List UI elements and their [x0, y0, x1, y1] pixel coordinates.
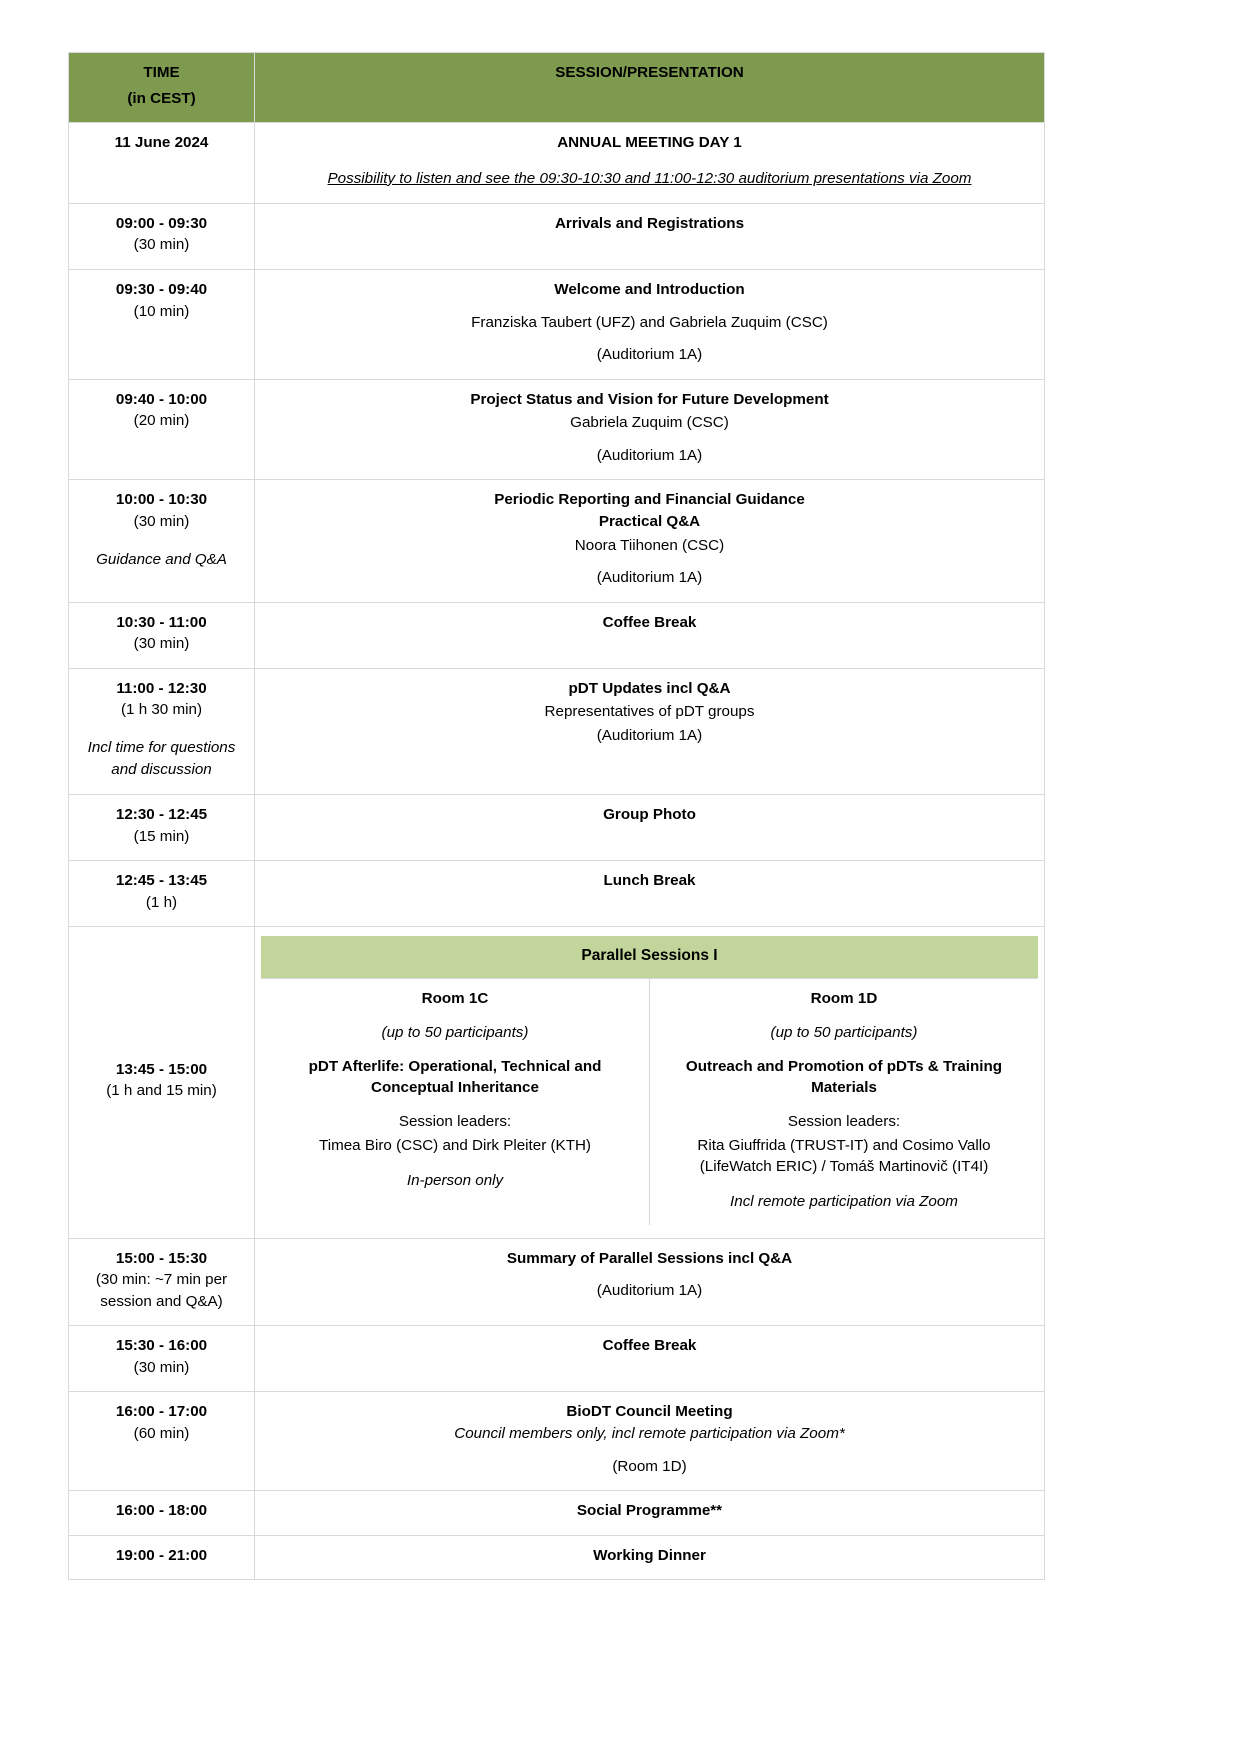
lunch-duration: (1 h) — [145, 893, 178, 911]
council-duration: (60 min) — [133, 1425, 190, 1443]
room-1d-leaders-label: Session leaders: — [787, 1113, 901, 1131]
room-1c-leaders: Timea Biro (CSC) and Dirk Pleiter (KTH) — [318, 1137, 591, 1155]
pdt-updates-time: 11:00 - 12:30 — [116, 679, 207, 697]
status-speakers: Gabriela Zuquim (CSC) — [570, 414, 729, 432]
parallel-time: 13:45 - 15:00 — [115, 1060, 208, 1078]
pdt-updates-location: (Auditorium 1A) — [596, 727, 703, 745]
header-time-line2: (in CEST) — [127, 89, 196, 107]
status-time-cell — [69, 379, 255, 480]
reporting-title-line2: Practical Q&A — [598, 512, 701, 530]
arrivals-session-cell — [255, 203, 1045, 269]
reporting-note: Guidance and Q&A — [96, 550, 227, 568]
coffee1-time-cell — [69, 602, 255, 668]
welcome-session-cell — [255, 269, 1045, 379]
room-1c-mode: In-person only — [406, 1172, 504, 1190]
arrivals-duration: (30 min) — [133, 236, 190, 254]
group-photo-time: 12:30 - 12:45 — [115, 806, 208, 824]
parallel-sessions-banner: Parallel Sessions I — [261, 936, 1038, 978]
status-title: Project Status and Vision for Future Development — [470, 390, 829, 408]
welcome-speakers: Franziska Taubert (UFZ) and Gabriela Zuquim (CSC) — [471, 313, 828, 331]
table-row-coffee2 — [69, 1326, 1045, 1392]
arrivals-time: 09:00 - 09:30 — [115, 214, 208, 232]
header-session: SESSION/PRESENTATION — [255, 53, 1045, 123]
reporting-duration: (30 min) — [133, 512, 190, 530]
day-date-cell — [69, 123, 255, 204]
table-row-arrivals — [69, 203, 1045, 269]
summary-time-cell — [69, 1238, 255, 1326]
lunch-title: Lunch Break — [603, 872, 696, 890]
table-row-status — [69, 379, 1045, 480]
dinner-session-cell — [255, 1535, 1045, 1580]
group-photo-duration: (15 min) — [133, 827, 190, 845]
council-note: Council members only, incl remote participation via Zoom* — [454, 1425, 845, 1443]
welcome-location: (Auditorium 1A) — [596, 346, 703, 364]
lunch-session-cell — [255, 861, 1045, 927]
welcome-time-cell — [69, 269, 255, 379]
summary-title: Summary of Parallel Sessions incl Q&A — [506, 1249, 793, 1267]
welcome-time: 09:30 - 09:40 — [115, 280, 208, 298]
social-time: 16:00 - 18:00 — [115, 1502, 208, 1520]
pdt-updates-note: Incl time for questions and discussion — [87, 739, 236, 779]
room-1c-cell — [261, 979, 650, 1225]
status-time: 09:40 - 10:00 — [115, 390, 208, 408]
parallel-time-cell — [69, 927, 255, 1238]
table-row-summary — [69, 1238, 1045, 1326]
group-photo-time-cell — [69, 795, 255, 861]
summary-time: 15:00 - 15:30 — [115, 1249, 208, 1267]
table-row-group-photo — [69, 795, 1045, 861]
arrivals-title: Arrivals and Registrations — [554, 214, 745, 232]
parallel-rooms-table — [261, 978, 1038, 1224]
coffee1-session-cell — [255, 602, 1045, 668]
dinner-title: Working Dinner — [593, 1546, 706, 1564]
reporting-title-line1: Periodic Reporting and Financial Guidance — [494, 491, 805, 509]
table-row-welcome — [69, 269, 1045, 379]
table-row-parallel-sessions — [69, 927, 1045, 1238]
welcome-duration: (10 min) — [133, 302, 190, 320]
pdt-updates-session-cell — [255, 668, 1045, 794]
room-1c-leaders-label: Session leaders: — [398, 1113, 512, 1131]
dinner-time: 19:00 - 21:00 — [115, 1546, 208, 1564]
day-note: Possibility to listen and see the 09:30-10:30 and 11:00-12:30 auditorium presentations via Zoom — [327, 169, 972, 187]
pdt-updates-duration: (1 h 30 min) — [120, 701, 203, 719]
day-title: ANNUAL MEETING DAY 1 — [557, 134, 742, 152]
coffee1-duration: (30 min) — [133, 635, 190, 653]
council-session-cell — [255, 1392, 1045, 1491]
header-time-line1: TIME — [143, 64, 180, 81]
reporting-time-cell — [69, 480, 255, 602]
day-session-cell — [255, 123, 1045, 204]
social-time-cell — [69, 1491, 255, 1536]
room-1c-name: Room 1C — [421, 990, 489, 1008]
reporting-location: (Auditorium 1A) — [596, 569, 703, 587]
table-header-row — [69, 53, 1045, 123]
coffee2-duration: (30 min) — [133, 1358, 190, 1376]
table-row-council — [69, 1392, 1045, 1491]
status-duration: (20 min) — [133, 412, 190, 430]
table-row-lunch — [69, 861, 1045, 927]
lunch-time: 12:45 - 13:45 — [115, 872, 208, 890]
room-1d-mode: Incl remote participation via Zoom — [730, 1193, 958, 1210]
table-row-coffee1 — [69, 602, 1045, 668]
arrivals-time-cell — [69, 203, 255, 269]
room-1d-cell — [650, 979, 1039, 1225]
coffee2-time: 15:30 - 16:00 — [115, 1337, 208, 1355]
parallel-rooms-row — [261, 979, 1038, 1225]
council-title: BioDT Council Meeting — [566, 1403, 733, 1421]
social-session-cell — [255, 1491, 1045, 1536]
table-row-day — [69, 123, 1045, 204]
room-1d-topic: Outreach and Promotion of pDTs & Training Materials — [685, 1057, 1003, 1096]
coffee2-title: Coffee Break — [602, 1337, 697, 1355]
room-1d-leaders: Rita Giuffrida (TRUST-IT) and Cosimo Vallo (LifeWatch ERIC) / Tomáš Martinovič (IT4I) — [697, 1137, 991, 1176]
pdt-updates-time-cell — [69, 668, 255, 794]
reporting-session-cell — [255, 480, 1045, 602]
pdt-updates-speakers: Representatives of pDT groups — [544, 703, 755, 721]
welcome-title: Welcome and Introduction — [554, 280, 745, 298]
room-1d-name: Room 1D — [810, 990, 878, 1008]
council-time: 16:00 - 17:00 — [115, 1403, 208, 1421]
dinner-time-cell — [69, 1535, 255, 1580]
summary-duration: (30 min: ~7 min per session and Q&A) — [95, 1271, 228, 1310]
status-location: (Auditorium 1A) — [596, 446, 703, 464]
group-photo-session-cell — [255, 795, 1045, 861]
social-title: Social Programme** — [576, 1502, 723, 1520]
pdt-updates-title: pDT Updates incl Q&A — [568, 679, 731, 697]
coffee2-session-cell — [255, 1326, 1045, 1392]
summary-session-cell — [255, 1238, 1045, 1326]
lunch-time-cell — [69, 861, 255, 927]
day-date: 11 June 2024 — [114, 134, 209, 152]
reporting-time: 10:00 - 10:30 — [115, 491, 208, 509]
summary-location: (Auditorium 1A) — [596, 1282, 703, 1300]
reporting-speakers: Noora Tiihonen (CSC) — [574, 536, 725, 554]
schedule-table — [68, 52, 1045, 1580]
room-1c-topic: pDT Afterlife: Operational, Technical and Conceptual Inheritance — [308, 1057, 602, 1096]
council-location: (Room 1D) — [612, 1457, 687, 1475]
table-row-social — [69, 1491, 1045, 1536]
room-1d-capacity: (up to 50 participants) — [770, 1023, 918, 1041]
group-photo-title: Group Photo — [603, 806, 696, 824]
coffee1-title: Coffee Break — [602, 613, 697, 631]
coffee1-time: 10:30 - 11:00 — [116, 613, 207, 631]
council-time-cell — [69, 1392, 255, 1491]
parallel-session-cell — [255, 927, 1045, 1238]
header-time — [69, 53, 255, 123]
room-1c-capacity: (up to 50 participants) — [381, 1023, 529, 1041]
table-row-pdt-updates — [69, 668, 1045, 794]
table-row-reporting — [69, 480, 1045, 602]
coffee2-time-cell — [69, 1326, 255, 1392]
table-row-dinner — [69, 1535, 1045, 1580]
status-session-cell — [255, 379, 1045, 480]
parallel-duration: (1 h and 15 min) — [106, 1082, 217, 1100]
